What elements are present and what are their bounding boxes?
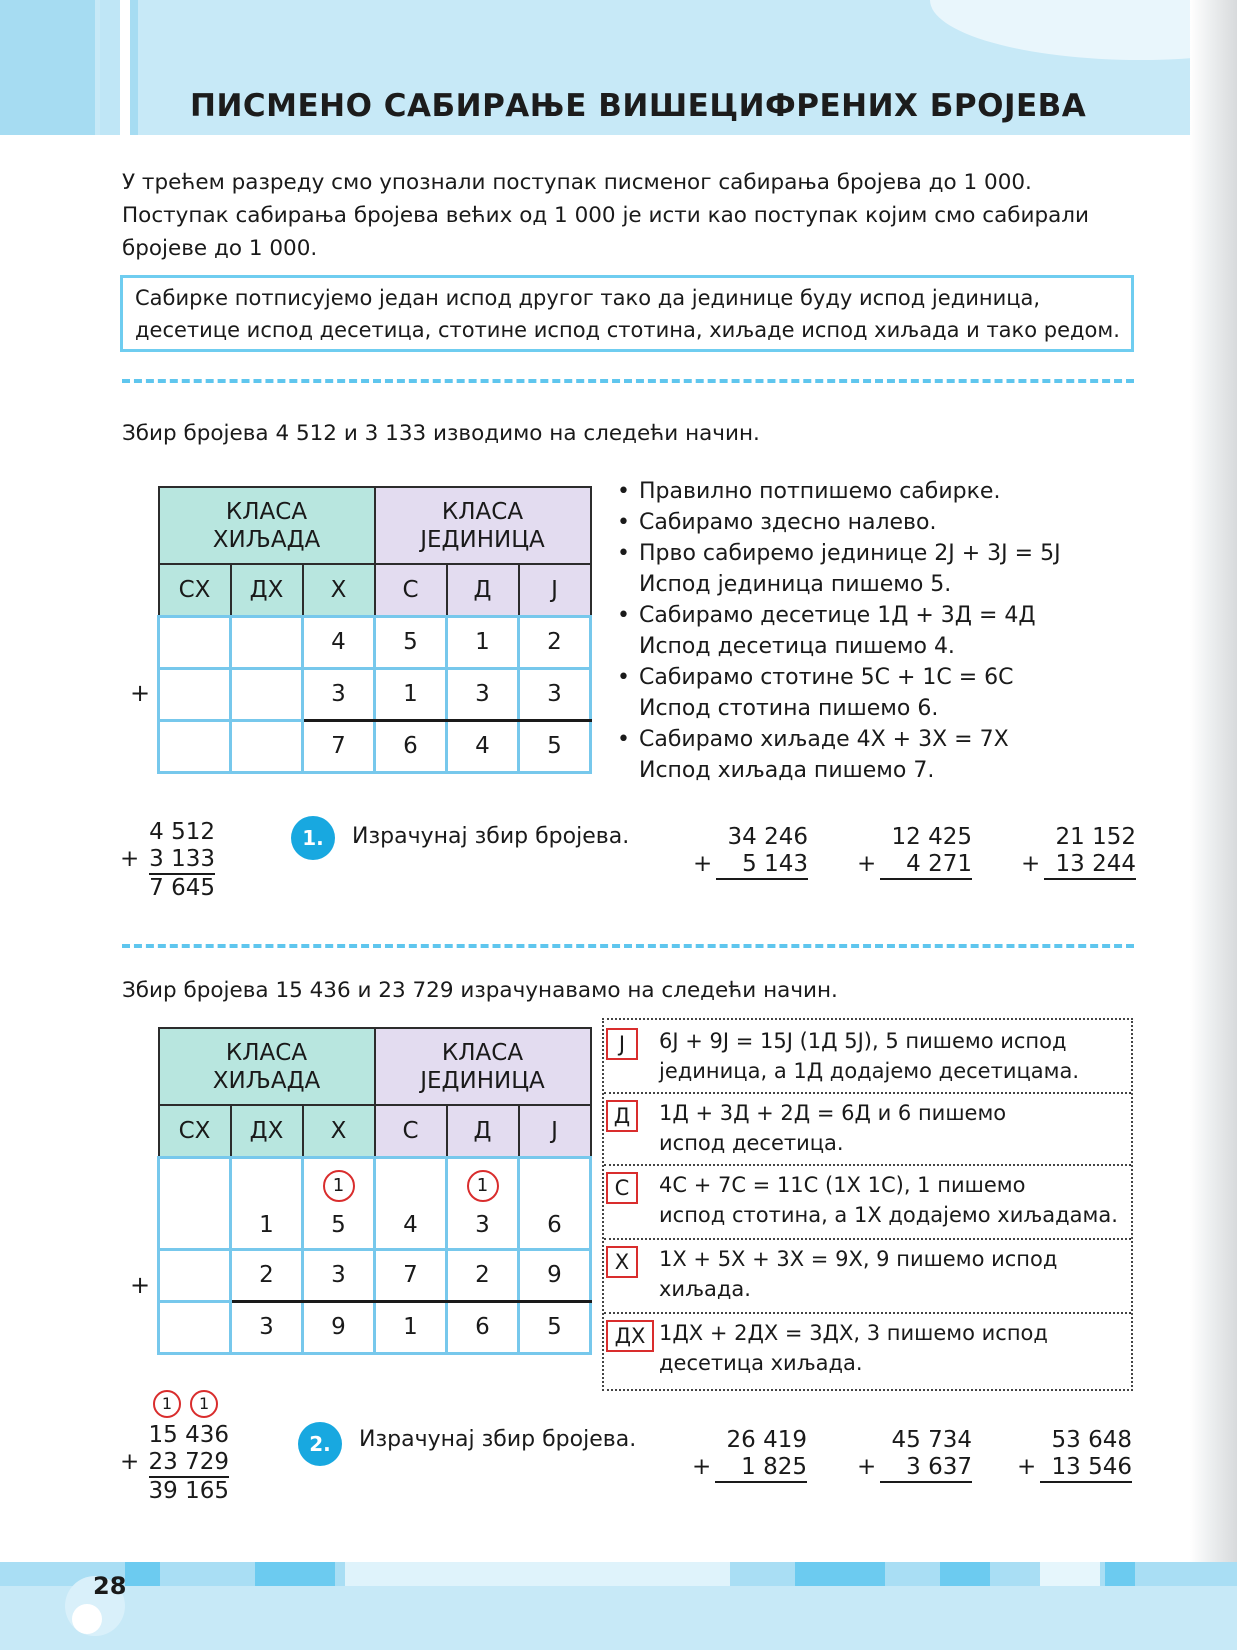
intro-line: У трећем разреду смо упознали поступак писменог сабирања бројева до 1 000.	[122, 170, 1032, 195]
example2-vertical-sum	[120, 1422, 229, 1505]
intro-paragraph	[122, 166, 1089, 265]
sum-cell: 3	[231, 1301, 303, 1353]
list-item: Испод хиљада пишемо 7.	[639, 758, 935, 783]
step-row	[604, 1164, 1131, 1240]
list-item: Испод десетица пишемо 4.	[639, 634, 955, 659]
list-item: • Сабирамо хиљаде 4Х + 3Х = 7Х	[617, 727, 1009, 752]
col-header: ДХ	[231, 1105, 303, 1157]
col-header: ДХ	[231, 564, 303, 616]
sum-cell	[231, 720, 303, 772]
step-tag: С	[606, 1172, 638, 1204]
task-number-badge: 2.	[298, 1422, 342, 1466]
plus-sign: +	[130, 679, 151, 707]
table-cell	[159, 668, 231, 720]
table-cell	[231, 668, 303, 720]
rule-line: Сабирке потписујемо један испод другог тако да јединице буду испод јединица,	[135, 286, 1041, 310]
class-units-header: КЛАСА ЈЕДИНИЦА	[375, 1028, 591, 1105]
step-text: 6Ј + 9Ј = 15Ј (1Д 5Ј), 5 пишемо испод јединица, а 1Д додајемо десетицама.	[659, 1029, 1080, 1083]
list-item: Испод стотина пишемо 6.	[639, 696, 939, 721]
vertical-carry-marks	[153, 1390, 218, 1418]
example2-heading: Збир бројева 15 436 и 23 729 израчунавамо на следећи начин.	[122, 978, 838, 1003]
step-row	[604, 1020, 1131, 1094]
table-cell: 1	[375, 668, 447, 720]
task2-problem: 53 648 + 13 546	[1017, 1427, 1132, 1483]
example1-steps-list	[617, 476, 1061, 786]
page-title: ПИСМЕНО САБИРАЊЕ ВИШЕЦИФРЕНИХ БРОЈЕВА	[190, 88, 1087, 124]
col-header: СХ	[159, 1105, 231, 1157]
sum-cell: 9	[303, 1301, 375, 1353]
page-edge-shadow	[1190, 0, 1237, 1650]
table-cell: 9	[519, 1249, 591, 1301]
col-header: Ј	[519, 564, 591, 616]
step-row	[604, 1092, 1131, 1166]
list-item: • Прво сабиремо јединице 2Ј + 3Ј = 5Ј	[617, 541, 1061, 566]
list-item: • Сабирамо стотине 5С + 1С = 6С	[617, 665, 1014, 690]
dashed-divider	[122, 379, 1134, 383]
sum-cell: 1	[375, 1301, 447, 1353]
example2-steps-panel	[602, 1018, 1133, 1391]
example1-heading: Збир бројева 4 512 и 3 133 изводимо на следећи начин.	[122, 421, 760, 446]
table-cell: 5	[375, 616, 447, 668]
col-header: Ј	[519, 1105, 591, 1157]
list-item: Испод јединица пишемо 5.	[639, 572, 952, 597]
table-cell: 1	[447, 616, 519, 668]
list-item: • Правилно потпишемо сабирке.	[617, 479, 1001, 504]
class-thousands-header: КЛАСА ХИЉАДА	[159, 1028, 375, 1105]
col-header: Д	[447, 564, 519, 616]
sum-cell: 6	[447, 1301, 519, 1353]
class-units-header: КЛАСА ЈЕДИНИЦА	[375, 487, 591, 564]
carry-mark: 1	[323, 1170, 355, 1202]
table-cell: 2	[231, 1249, 303, 1301]
task1-problem: 34 246 + 5 143	[693, 824, 808, 880]
task1-text: Израчунај збир бројева.	[352, 824, 630, 849]
table-cell	[159, 1157, 231, 1249]
task2-text: Израчунај збир бројева.	[359, 1427, 637, 1452]
table-cell: 4	[303, 616, 375, 668]
step-text: 4С + 7С = 11С (1Х 1С), 1 пишемо испод стотина, а 1Х додајемо хиљадама.	[659, 1173, 1118, 1227]
table-cell	[159, 1249, 231, 1301]
sum-result: 7 645	[149, 875, 215, 901]
table-cell: 7	[375, 1249, 447, 1301]
step-tag: Х	[606, 1246, 638, 1278]
table-cell: 3	[447, 668, 519, 720]
dashed-divider	[122, 944, 1134, 948]
page-number: 28	[93, 1572, 127, 1600]
step-tag: ДХ	[606, 1320, 654, 1352]
plus-sign: +	[130, 1271, 151, 1299]
table-cell: 1 5	[303, 1157, 375, 1249]
col-header: С	[375, 564, 447, 616]
table-cell: 2	[519, 616, 591, 668]
sum-cell: 4	[447, 720, 519, 772]
rule-line: десетице испод десетица, стотине испод стотина, хиљаде испод хиљада и тако редом.	[135, 318, 1120, 342]
class-thousands-header: КЛАСА ХИЉАДА	[159, 487, 375, 564]
step-row	[604, 1312, 1131, 1389]
addend-b: 23 729	[149, 1449, 229, 1478]
carry-mark: 1	[467, 1170, 499, 1202]
sum-cell	[159, 1301, 231, 1353]
place-value-table-1	[157, 486, 592, 774]
carry-mark: 1	[190, 1390, 218, 1418]
intro-line: бројеве до 1 000.	[122, 236, 318, 261]
col-header: СХ	[159, 564, 231, 616]
rule-text	[135, 282, 1120, 346]
task2-problem: 26 419 + 1 825	[692, 1427, 807, 1483]
place-value-table-2	[157, 1027, 592, 1355]
step-text: 1Д + 3Д + 2Д = 6Д и 6 пишемо испод десетица.	[659, 1101, 1007, 1155]
task1-problem: 21 152 + 13 244	[1021, 824, 1136, 880]
addend-a: 15 436	[148, 1422, 229, 1448]
task1-problem: 12 425 + 4 271	[857, 824, 972, 880]
list-item: • Сабирамо десетице 1Д + 3Д = 4Д	[617, 603, 1036, 628]
plus-sign: +	[120, 846, 140, 872]
table-cell: 1 3	[447, 1157, 519, 1249]
task2-problem: 45 734 + 3 637	[857, 1427, 972, 1483]
table-cell: 3	[519, 668, 591, 720]
col-header: Х	[303, 564, 375, 616]
intro-line: Поступак сабирања бројева већих од 1 000 је исти као поступак којим смо сабирали	[122, 203, 1090, 228]
sum-result: 39 165	[148, 1478, 229, 1504]
addend-b: 3 133	[149, 846, 215, 875]
step-row	[604, 1238, 1131, 1314]
plus-sign: +	[120, 1449, 140, 1475]
sum-cell	[159, 720, 231, 772]
list-item: • Сабирамо здесно налево.	[617, 510, 937, 535]
sum-cell: 7	[303, 720, 375, 772]
sum-cell: 6	[375, 720, 447, 772]
example1-vertical-sum	[120, 819, 215, 902]
step-tag: Ј	[606, 1028, 638, 1060]
footer-band	[0, 1562, 1237, 1650]
col-header: Д	[447, 1105, 519, 1157]
table-cell: 1	[231, 1157, 303, 1249]
table-cell	[159, 616, 231, 668]
addend-a: 4 512	[149, 819, 215, 845]
table-cell: 3	[303, 1249, 375, 1301]
table-cell	[231, 616, 303, 668]
step-tag: Д	[606, 1100, 638, 1132]
table-cell: 2	[447, 1249, 519, 1301]
col-header: С	[375, 1105, 447, 1157]
carry-mark: 1	[153, 1390, 181, 1418]
table-cell: 4	[375, 1157, 447, 1249]
table-cell: 3	[303, 668, 375, 720]
step-text: 1ДХ + 2ДХ = 3ДХ, 3 пишемо испод десетица хиљада.	[659, 1321, 1048, 1375]
rule-box	[120, 275, 1134, 352]
step-text: 1Х + 5Х + 3Х = 9Х, 9 пишемо испод хиљада.	[659, 1247, 1058, 1301]
col-header: Х	[303, 1105, 375, 1157]
sum-cell: 5	[519, 1301, 591, 1353]
sum-cell: 5	[519, 720, 591, 772]
table-cell: 6	[519, 1157, 591, 1249]
task-number-badge: 1.	[291, 816, 335, 860]
